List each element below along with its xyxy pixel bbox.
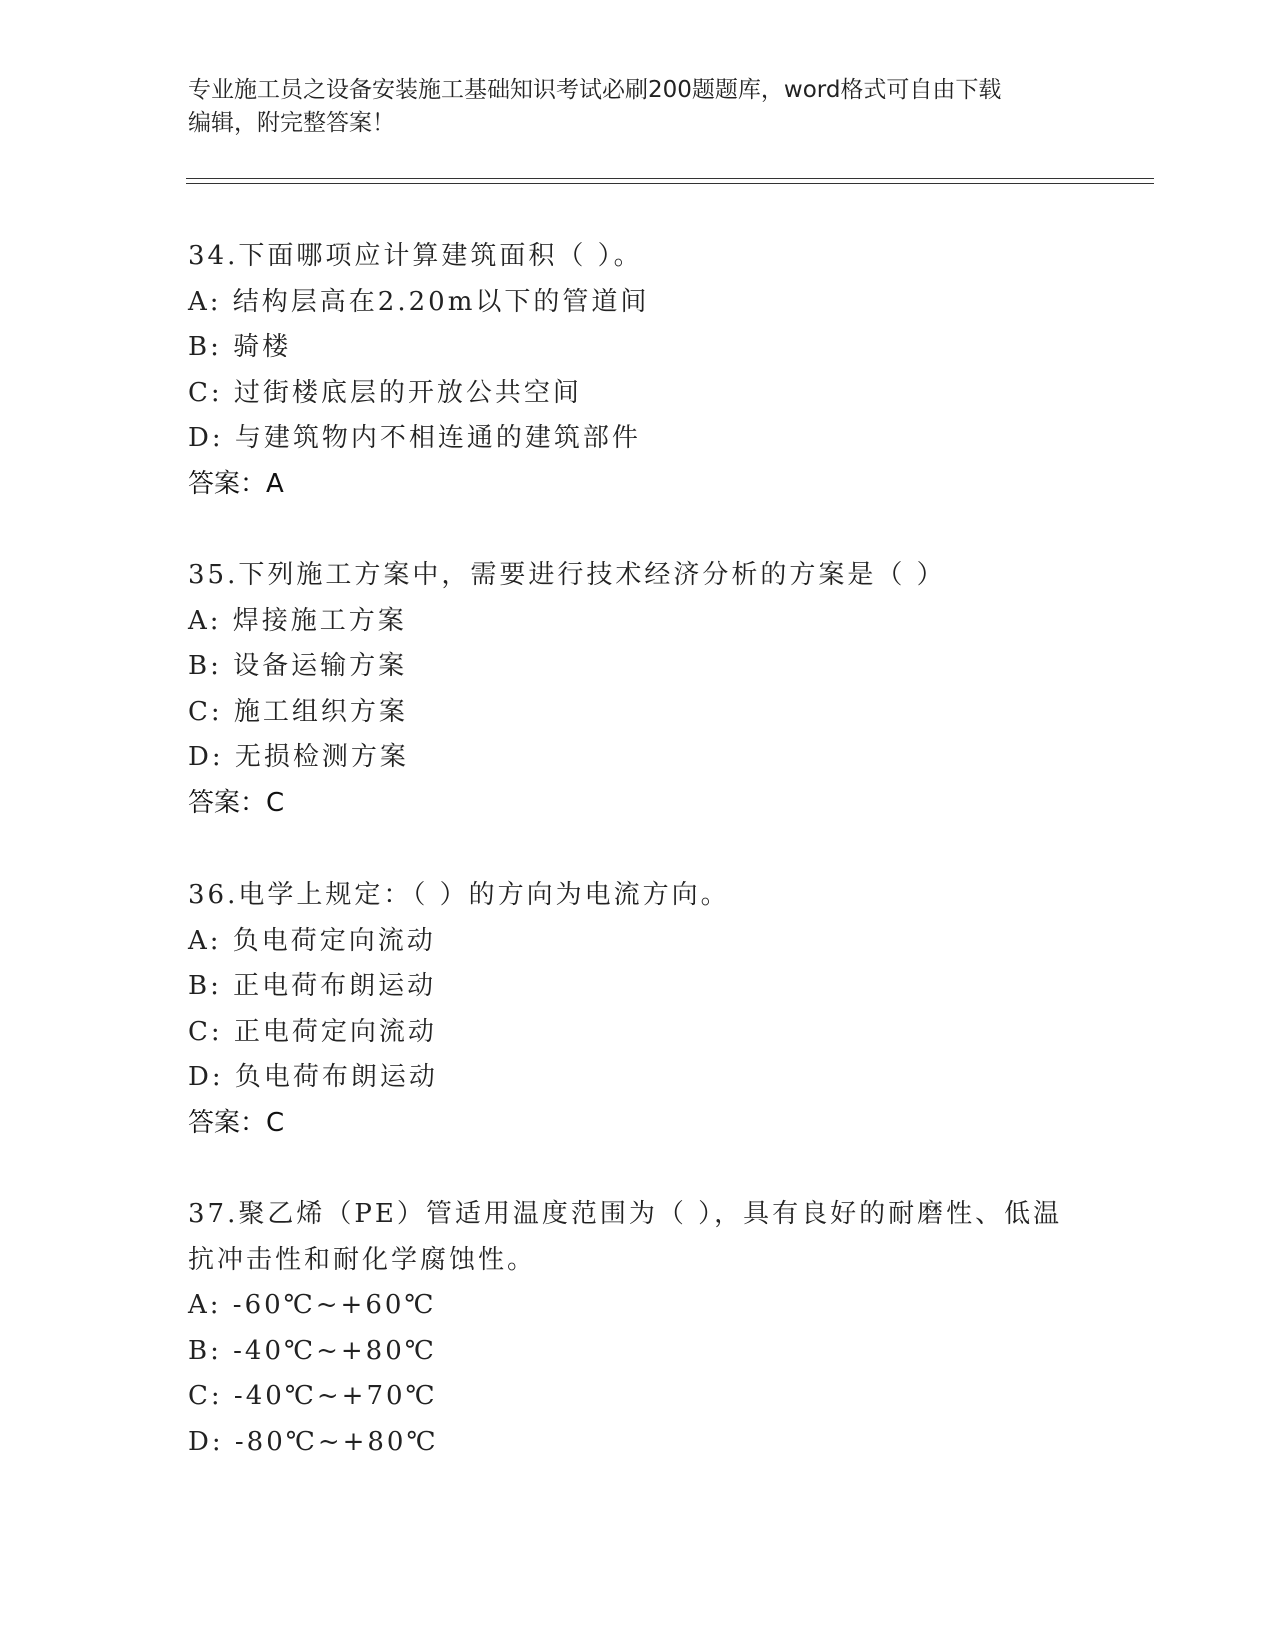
header-divider-bottom <box>186 183 1154 184</box>
option-c: C: 过街楼底层的开放公共空间 <box>188 377 582 408</box>
option-a: A: 负电荷定向流动 <box>188 925 436 956</box>
question-35 <box>188 553 1068 826</box>
header-line-2: 编辑，附完整答案！ <box>188 110 395 136</box>
answer-text: 答案：C <box>188 1107 285 1138</box>
question-37 <box>188 1192 1068 1465</box>
question-stem-line-1: 37.聚乙烯（PE）管适用温度范围为（ ），具有良好的耐磨性、低温 <box>188 1199 1063 1229</box>
option-d: D: 负电荷布朗运动 <box>188 1062 438 1092</box>
header-line-1: 专业施工员之设备安装施工基础知识考试必刷200题题库，word格式可自由下载 <box>188 77 1002 103</box>
question-34 <box>188 234 1068 507</box>
option-c: C: 正电荷定向流动 <box>188 1016 437 1047</box>
option-b: B: 骑楼 <box>188 332 292 362</box>
option-c: C: -40℃~+70℃ <box>188 1381 438 1411</box>
option-d: D: -80℃~+80℃ <box>188 1426 439 1457</box>
question-stem-line-2: 抗冲击性和耐化学腐蚀性。 <box>188 1244 537 1275</box>
option-b: B: 正电荷布朗运动 <box>188 971 437 1001</box>
answer-text: 答案：C <box>188 787 285 818</box>
answer-text: 答案：A <box>188 468 284 499</box>
option-b: B: -40℃~+80℃ <box>188 1335 437 1366</box>
option-d: D: 无损检测方案 <box>188 742 409 772</box>
option-a: A: -60℃~+60℃ <box>188 1290 437 1320</box>
option-a: A: 焊接施工方案 <box>188 605 407 636</box>
question-36 <box>188 873 1068 1146</box>
question-stem: 36.电学上规定：（ ）的方向为电流方向。 <box>188 880 730 910</box>
question-stem: 34.下面哪项应计算建筑面积（ ）。 <box>188 241 643 271</box>
option-c: C: 施工组织方案 <box>188 696 408 727</box>
document-header <box>188 74 1068 140</box>
option-b: B: 设备运输方案 <box>188 651 408 681</box>
option-a: A: 结构层高在2.20m以下的管道间 <box>188 286 650 317</box>
question-stem: 35.下列施工方案中，需要进行技术经济分析的方案是（ ） <box>188 560 946 590</box>
header-divider-top <box>186 178 1154 179</box>
option-d: D: 与建筑物内不相连通的建筑部件 <box>188 423 641 453</box>
